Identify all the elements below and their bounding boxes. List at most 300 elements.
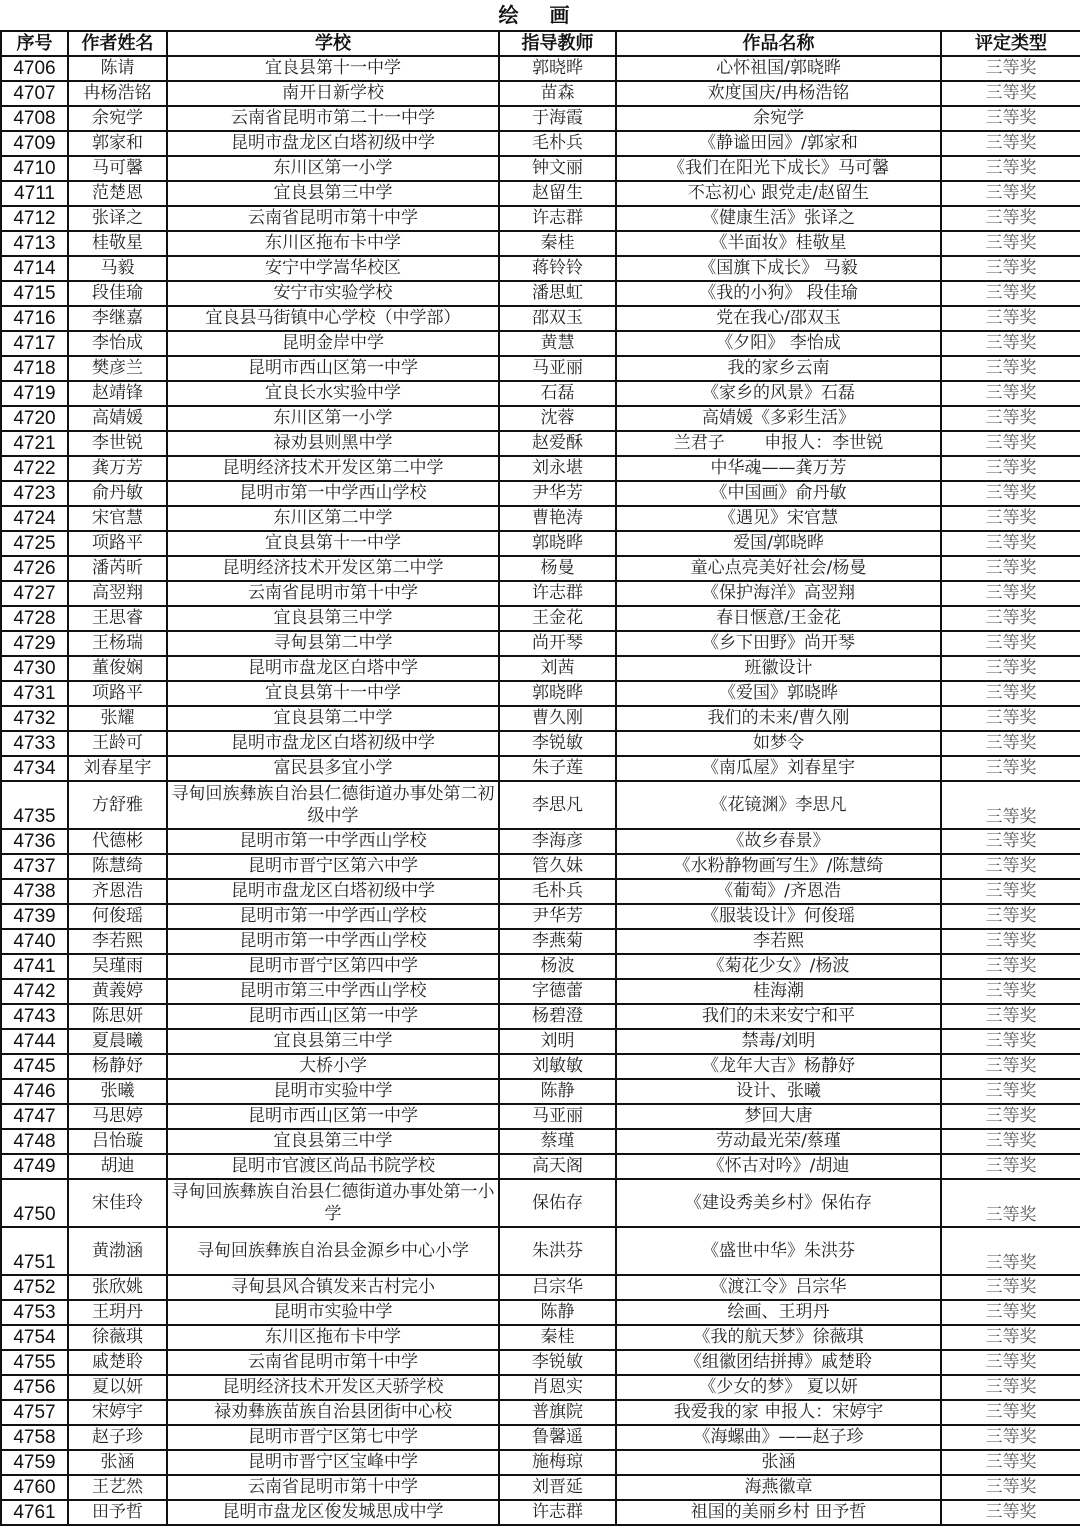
- cell-school: 昆明市官渡区尚品书院学校: [167, 1154, 499, 1179]
- cell-school: 禄劝县则黑中学: [167, 431, 499, 456]
- cell-teacher: 陈静: [499, 1300, 616, 1325]
- cell-school: 富民县多宜小学: [167, 756, 499, 781]
- page-title: 绘 画: [498, 3, 582, 27]
- table-row: [1, 1300, 1080, 1325]
- cell-award: 三等奖: [941, 256, 1080, 281]
- cell-work: 不忘初心 跟党走/赵留生: [616, 181, 941, 206]
- table-row: [1, 456, 1080, 481]
- cell-work: 《菊花少女》/杨波: [616, 954, 941, 979]
- cell-teacher: 刘永堪: [499, 456, 616, 481]
- cell-award: 三等奖: [941, 206, 1080, 231]
- cell-award: 三等奖: [941, 731, 1080, 756]
- cell-id: 4747: [1, 1104, 68, 1129]
- cell-award: 三等奖: [941, 381, 1080, 406]
- cell-teacher: 郭晓晔: [499, 531, 616, 556]
- cell-teacher: 赵留生: [499, 181, 616, 206]
- cell-work: 《海螺曲》——赵子珍: [616, 1425, 941, 1450]
- table-row: [1, 631, 1080, 656]
- cell-teacher: 杨曼: [499, 556, 616, 581]
- table-row: [1, 581, 1080, 606]
- cell-author: 李继嘉: [68, 306, 167, 331]
- cell-work: 《夕阳》 李怡成: [616, 331, 941, 356]
- table-row: [1, 1500, 1080, 1525]
- cell-work: 《南瓜屋》刘春星宇: [616, 756, 941, 781]
- cell-work: 《遇见》宋官慧: [616, 506, 941, 531]
- cell-teacher: 鲁馨遥: [499, 1425, 616, 1450]
- table-row: [1, 879, 1080, 904]
- table-row: [1, 1375, 1080, 1400]
- table-row: [1, 1004, 1080, 1029]
- cell-id: 4706: [1, 56, 68, 81]
- cell-author: 樊彦兰: [68, 356, 167, 381]
- table-row: [1, 481, 1080, 506]
- table-row: [1, 431, 1080, 456]
- cell-teacher: 马亚丽: [499, 356, 616, 381]
- cell-author: 龚万芳: [68, 456, 167, 481]
- cell-award: 三等奖: [941, 1029, 1080, 1054]
- table-body: [1, 56, 1080, 1525]
- cell-school: 昆明市第一中学西山学校: [167, 829, 499, 854]
- cell-work: 《家乡的风景》石磊: [616, 381, 941, 406]
- cell-teacher: 尚开琴: [499, 631, 616, 656]
- cell-work: 梦回大唐: [616, 1104, 941, 1129]
- cell-author: 胡迪: [68, 1154, 167, 1179]
- cell-teacher: 马亚丽: [499, 1104, 616, 1129]
- cell-id: 4740: [1, 929, 68, 954]
- cell-author: 范楚恩: [68, 181, 167, 206]
- cell-award: 三等奖: [941, 1079, 1080, 1104]
- cell-work: 《静谧田园》/郭家和: [616, 131, 941, 156]
- table-row: [1, 531, 1080, 556]
- cell-school: 昆明金岸中学: [167, 331, 499, 356]
- cell-teacher: 杨碧澄: [499, 1004, 616, 1029]
- table-row: [1, 1104, 1080, 1129]
- cell-teacher: 吕宗华: [499, 1275, 616, 1300]
- cell-teacher: 许志群: [499, 1500, 616, 1525]
- cell-teacher: 蒋铃铃: [499, 256, 616, 281]
- cell-teacher: 肖恩实: [499, 1375, 616, 1400]
- table-row: [1, 256, 1080, 281]
- cell-teacher: 毛朴兵: [499, 879, 616, 904]
- cell-school: 云南省昆明市第十中学: [167, 1350, 499, 1375]
- cell-teacher: 毛朴兵: [499, 131, 616, 156]
- cell-author: 宋婷宇: [68, 1400, 167, 1425]
- cell-award: 三等奖: [941, 1425, 1080, 1450]
- cell-school: 安宁中学嵩华校区: [167, 256, 499, 281]
- cell-author: 潘芮昕: [68, 556, 167, 581]
- cell-award: 三等奖: [941, 531, 1080, 556]
- cell-teacher: 李思凡: [499, 781, 616, 829]
- cell-author: 王杨瑞: [68, 631, 167, 656]
- cell-teacher: 曹久刚: [499, 706, 616, 731]
- cell-work: 《服装设计》何俊瑶: [616, 904, 941, 929]
- cell-work: 《我们在阳光下成长》马可馨: [616, 156, 941, 181]
- cell-teacher: 蔡瑾: [499, 1129, 616, 1154]
- cell-work: 《中国画》俞丹敏: [616, 481, 941, 506]
- cell-author: 何俊瑶: [68, 904, 167, 929]
- cell-teacher: 刘晋延: [499, 1475, 616, 1500]
- cell-id: 4716: [1, 306, 68, 331]
- cell-work: 我的家乡云南: [616, 356, 941, 381]
- cell-author: 段佳瑜: [68, 281, 167, 306]
- cell-work: 兰君子 申报人：李世锐: [616, 431, 941, 456]
- cell-teacher: 石磊: [499, 381, 616, 406]
- cell-school: 昆明经济技术开发区第二中学: [167, 456, 499, 481]
- cell-teacher: 赵爱酥: [499, 431, 616, 456]
- cell-teacher: 刘敏敏: [499, 1054, 616, 1079]
- cell-teacher: 秦桂: [499, 231, 616, 256]
- cell-teacher: 李锐敏: [499, 731, 616, 756]
- cell-work: 劳动最光荣/蔡瑾: [616, 1129, 941, 1154]
- cell-author: 高翌翔: [68, 581, 167, 606]
- cell-school: 昆明市西山区第一中学: [167, 1004, 499, 1029]
- cell-work: 如梦令: [616, 731, 941, 756]
- cell-school: 宜良县第十一中学: [167, 681, 499, 706]
- cell-author: 项路平: [68, 531, 167, 556]
- cell-award: 三等奖: [941, 979, 1080, 1004]
- cell-award: 三等奖: [941, 1129, 1080, 1154]
- cell-award: 三等奖: [941, 656, 1080, 681]
- table-row: [1, 1079, 1080, 1104]
- cell-id: 4737: [1, 854, 68, 879]
- cell-author: 王龄可: [68, 731, 167, 756]
- table-row: [1, 1029, 1080, 1054]
- cell-id: 4713: [1, 231, 68, 256]
- table-row: [1, 854, 1080, 879]
- cell-work: 《保护海洋》高翌翔: [616, 581, 941, 606]
- cell-author: 赵子珍: [68, 1425, 167, 1450]
- cell-id: 4717: [1, 331, 68, 356]
- cell-author: 张涵: [68, 1450, 167, 1475]
- cell-award: 三等奖: [941, 1154, 1080, 1179]
- cell-teacher: 保佑存: [499, 1179, 616, 1227]
- cell-author: 马毅: [68, 256, 167, 281]
- table-row: [1, 781, 1080, 829]
- cell-school: 宜良县第三中学: [167, 1129, 499, 1154]
- cell-work: 《花镜渊》李思凡: [616, 781, 941, 829]
- cell-author: 张耀: [68, 706, 167, 731]
- cell-school: 宜良县第三中学: [167, 1029, 499, 1054]
- cell-author: 宋佳玲: [68, 1179, 167, 1227]
- cell-author: 张译之: [68, 206, 167, 231]
- cell-author: 陈思妍: [68, 1004, 167, 1029]
- cell-teacher: 黄慧: [499, 331, 616, 356]
- cell-teacher: 李燕菊: [499, 929, 616, 954]
- cell-work: 祖国的美丽乡村 田予哲: [616, 1500, 941, 1525]
- cell-id: 4735: [1, 781, 68, 829]
- cell-id: 4746: [1, 1079, 68, 1104]
- cell-author: 高婧媛: [68, 406, 167, 431]
- cell-work: 《乡下田野》尚开琴: [616, 631, 941, 656]
- cell-id: 4741: [1, 954, 68, 979]
- cell-author: 方舒雅: [68, 781, 167, 829]
- cell-school: 东川区第二中学: [167, 506, 499, 531]
- cell-id: 4736: [1, 829, 68, 854]
- table-row: [1, 231, 1080, 256]
- cell-id: 4748: [1, 1129, 68, 1154]
- cell-work: 我爱我的家 申报人：宋婷宇: [616, 1400, 941, 1425]
- cell-author: 宋官慧: [68, 506, 167, 531]
- cell-award: 三等奖: [941, 606, 1080, 631]
- cell-teacher: 王金花: [499, 606, 616, 631]
- cell-award: 三等奖: [941, 1227, 1080, 1275]
- cell-work: 海燕徽章: [616, 1475, 941, 1500]
- cell-teacher: 陈静: [499, 1079, 616, 1104]
- cell-school: 昆明市第三中学西山学校: [167, 979, 499, 1004]
- cell-school: 昆明市盘龙区白塔初级中学: [167, 731, 499, 756]
- cell-award: 三等奖: [941, 1350, 1080, 1375]
- cell-work: 禁毒/刘明: [616, 1029, 941, 1054]
- cell-author: 吴瑾雨: [68, 954, 167, 979]
- cell-work: 心怀祖国/郭晓晔: [616, 56, 941, 81]
- cell-id: 4711: [1, 181, 68, 206]
- cell-work: 童心点亮美好社会/杨曼: [616, 556, 941, 581]
- cell-author: 项路平: [68, 681, 167, 706]
- cell-author: 黄渤涵: [68, 1227, 167, 1275]
- table-row: [1, 306, 1080, 331]
- table-row: [1, 556, 1080, 581]
- table-row: [1, 904, 1080, 929]
- cell-award: 三等奖: [941, 131, 1080, 156]
- cell-id: 4757: [1, 1400, 68, 1425]
- cell-id: 4753: [1, 1300, 68, 1325]
- cell-award: 三等奖: [941, 1475, 1080, 1500]
- cell-id: 4739: [1, 904, 68, 929]
- cell-award: 三等奖: [941, 1300, 1080, 1325]
- cell-award: 三等奖: [941, 556, 1080, 581]
- cell-award: 三等奖: [941, 431, 1080, 456]
- column-header-id: 序号: [1, 31, 68, 56]
- cell-award: 三等奖: [941, 756, 1080, 781]
- cell-award: 三等奖: [941, 156, 1080, 181]
- cell-work: 李若熙: [616, 929, 941, 954]
- table-row: [1, 979, 1080, 1004]
- cell-teacher: 李海彦: [499, 829, 616, 854]
- cell-id: 4744: [1, 1029, 68, 1054]
- table-row: [1, 506, 1080, 531]
- cell-school: 昆明市盘龙区白塔中学: [167, 656, 499, 681]
- cell-award: 三等奖: [941, 854, 1080, 879]
- cell-work: 《爱国》郭晓晔: [616, 681, 941, 706]
- cell-award: 三等奖: [941, 954, 1080, 979]
- cell-id: 4761: [1, 1500, 68, 1525]
- cell-school: 寻甸回族彝族自治县金源乡中心小学: [167, 1227, 499, 1275]
- cell-id: 4709: [1, 131, 68, 156]
- cell-school: 昆明经济技术开发区第二中学: [167, 556, 499, 581]
- cell-school: 宜良县第三中学: [167, 181, 499, 206]
- cell-work: 我们的未来安宁和平: [616, 1004, 941, 1029]
- cell-school: 昆明市晋宁区宝峰中学: [167, 1450, 499, 1475]
- cell-author: 马可馨: [68, 156, 167, 181]
- table-row: [1, 656, 1080, 681]
- cell-school: 昆明市实验中学: [167, 1079, 499, 1104]
- cell-work: 《故乡春景》: [616, 829, 941, 854]
- cell-teacher: 高天阁: [499, 1154, 616, 1179]
- cell-school: 东川区拖布卡中学: [167, 231, 499, 256]
- cell-author: 余宛学: [68, 106, 167, 131]
- cell-award: 三等奖: [941, 306, 1080, 331]
- cell-id: 4750: [1, 1179, 68, 1227]
- cell-work: 欢度国庆/冉杨浩铭: [616, 81, 941, 106]
- cell-award: 三等奖: [941, 506, 1080, 531]
- cell-work: 爱国/郭晓晔: [616, 531, 941, 556]
- cell-award: 三等奖: [941, 456, 1080, 481]
- cell-school: 寻甸县风合镇发来古村完小: [167, 1275, 499, 1300]
- cell-author: 杨静妤: [68, 1054, 167, 1079]
- cell-author: 夏晨曦: [68, 1029, 167, 1054]
- cell-id: 4723: [1, 481, 68, 506]
- cell-id: 4728: [1, 606, 68, 631]
- cell-school: 东川区第一小学: [167, 406, 499, 431]
- table-row: [1, 1179, 1080, 1227]
- cell-id: 4724: [1, 506, 68, 531]
- table-row: [1, 81, 1080, 106]
- table-row: [1, 181, 1080, 206]
- cell-work: 我们的未来/曹久刚: [616, 706, 941, 731]
- cell-school: 昆明市晋宁区第七中学: [167, 1425, 499, 1450]
- cell-author: 夏以妍: [68, 1375, 167, 1400]
- cell-award: 三等奖: [941, 81, 1080, 106]
- cell-school: 南开日新学校: [167, 81, 499, 106]
- cell-author: 张曦: [68, 1079, 167, 1104]
- cell-school: 宜良县第三中学: [167, 606, 499, 631]
- cell-teacher: 苗森: [499, 81, 616, 106]
- cell-id: 4752: [1, 1275, 68, 1300]
- cell-work: 《国旗下成长》 马毅: [616, 256, 941, 281]
- cell-school: 宜良县第二中学: [167, 706, 499, 731]
- column-header-award: 评定类型: [941, 31, 1080, 56]
- cell-teacher: 朱子莲: [499, 756, 616, 781]
- table-row: [1, 1425, 1080, 1450]
- cell-teacher: 潘思虹: [499, 281, 616, 306]
- cell-school: 昆明经济技术开发区天骄学校: [167, 1375, 499, 1400]
- cell-teacher: 邵双玉: [499, 306, 616, 331]
- cell-school: 安宁市实验学校: [167, 281, 499, 306]
- cell-id: 4718: [1, 356, 68, 381]
- cell-teacher: 杨波: [499, 954, 616, 979]
- cell-school: 寻甸回族彝族自治县仁德街道办事处第一小学: [167, 1179, 499, 1227]
- cell-teacher: 字德蕾: [499, 979, 616, 1004]
- cell-teacher: 秦桂: [499, 1325, 616, 1350]
- cell-award: 三等奖: [941, 581, 1080, 606]
- cell-school: 宜良县马街镇中心学校（中学部）: [167, 306, 499, 331]
- cell-author: 陈请: [68, 56, 167, 81]
- table-row: [1, 206, 1080, 231]
- cell-award: 三等奖: [941, 829, 1080, 854]
- cell-school: 东川区拖布卡中学: [167, 1325, 499, 1350]
- cell-id: 4722: [1, 456, 68, 481]
- cell-id: 4727: [1, 581, 68, 606]
- cell-award: 三等奖: [941, 1375, 1080, 1400]
- cell-award: 三等奖: [941, 181, 1080, 206]
- cell-id: 4729: [1, 631, 68, 656]
- cell-work: 《半面妆》桂敬星: [616, 231, 941, 256]
- cell-school: 云南省昆明市第二十一中学: [167, 106, 499, 131]
- cell-id: 4730: [1, 656, 68, 681]
- cell-author: 黄義婷: [68, 979, 167, 1004]
- award-table: [0, 30, 1080, 1526]
- cell-work: 《怀古对吟》/胡迪: [616, 1154, 941, 1179]
- cell-author: 陈慧绮: [68, 854, 167, 879]
- table-row: [1, 929, 1080, 954]
- table-row: [1, 606, 1080, 631]
- cell-teacher: 普旗院: [499, 1400, 616, 1425]
- table-row: [1, 331, 1080, 356]
- cell-id: 4749: [1, 1154, 68, 1179]
- cell-award: 三等奖: [941, 231, 1080, 256]
- cell-work: 张涵: [616, 1450, 941, 1475]
- cell-work: 桂海潮: [616, 979, 941, 1004]
- cell-award: 三等奖: [941, 904, 1080, 929]
- cell-school: 云南省昆明市第十中学: [167, 206, 499, 231]
- column-header-author: 作者姓名: [68, 31, 167, 56]
- cell-work: 绘画、王玥丹: [616, 1300, 941, 1325]
- cell-author: 王玥丹: [68, 1300, 167, 1325]
- table-row: [1, 1129, 1080, 1154]
- cell-id: 4751: [1, 1227, 68, 1275]
- cell-award: 三等奖: [941, 1179, 1080, 1227]
- cell-teacher: 钟文丽: [499, 156, 616, 181]
- cell-work: 《建设秀美乡村》保佑存: [616, 1179, 941, 1227]
- table-row: [1, 731, 1080, 756]
- cell-id: 4725: [1, 531, 68, 556]
- cell-school: 昆明市晋宁区第四中学: [167, 954, 499, 979]
- cell-teacher: 李锐敏: [499, 1350, 616, 1375]
- cell-work: 《盛世中华》朱洪芬: [616, 1227, 941, 1275]
- cell-work: 《葡萄》/齐恩浩: [616, 879, 941, 904]
- cell-award: 三等奖: [941, 481, 1080, 506]
- cell-award: 三等奖: [941, 1004, 1080, 1029]
- cell-work: 党在我心/邵双玉: [616, 306, 941, 331]
- cell-teacher: 许志群: [499, 581, 616, 606]
- table-row: [1, 1400, 1080, 1425]
- cell-id: 4712: [1, 206, 68, 231]
- cell-school: 东川区第一小学: [167, 156, 499, 181]
- cell-school: 昆明市晋宁区第六中学: [167, 854, 499, 879]
- cell-teacher: 曹艳涛: [499, 506, 616, 531]
- cell-award: 三等奖: [941, 406, 1080, 431]
- table-row: [1, 1475, 1080, 1500]
- cell-work: 《水粉静物画写生》/陈慧绮: [616, 854, 941, 879]
- cell-work: 《我的小狗》 段佳瑜: [616, 281, 941, 306]
- cell-award: 三等奖: [941, 1325, 1080, 1350]
- cell-award: 三等奖: [941, 929, 1080, 954]
- table-row: [1, 56, 1080, 81]
- table-row: [1, 756, 1080, 781]
- cell-school: 昆明市第一中学西山学校: [167, 904, 499, 929]
- cell-id: 4707: [1, 81, 68, 106]
- cell-teacher: 刘茜: [499, 656, 616, 681]
- cell-award: 三等奖: [941, 1104, 1080, 1129]
- table-row: [1, 1325, 1080, 1350]
- cell-award: 三等奖: [941, 1054, 1080, 1079]
- cell-school: 云南省昆明市第十中学: [167, 581, 499, 606]
- table-row: [1, 406, 1080, 431]
- cell-work: 《组徽团结拼搏》戚楚聆: [616, 1350, 941, 1375]
- cell-award: 三等奖: [941, 1450, 1080, 1475]
- cell-teacher: 施梅琼: [499, 1450, 616, 1475]
- table-row: [1, 131, 1080, 156]
- cell-author: 刘春星宇: [68, 756, 167, 781]
- cell-teacher: 刘明: [499, 1029, 616, 1054]
- cell-award: 三等奖: [941, 631, 1080, 656]
- cell-author: 代德彬: [68, 829, 167, 854]
- cell-award: 三等奖: [941, 331, 1080, 356]
- header-row: [1, 31, 1080, 56]
- cell-id: 4726: [1, 556, 68, 581]
- table-row: [1, 706, 1080, 731]
- cell-school: 大桥小学: [167, 1054, 499, 1079]
